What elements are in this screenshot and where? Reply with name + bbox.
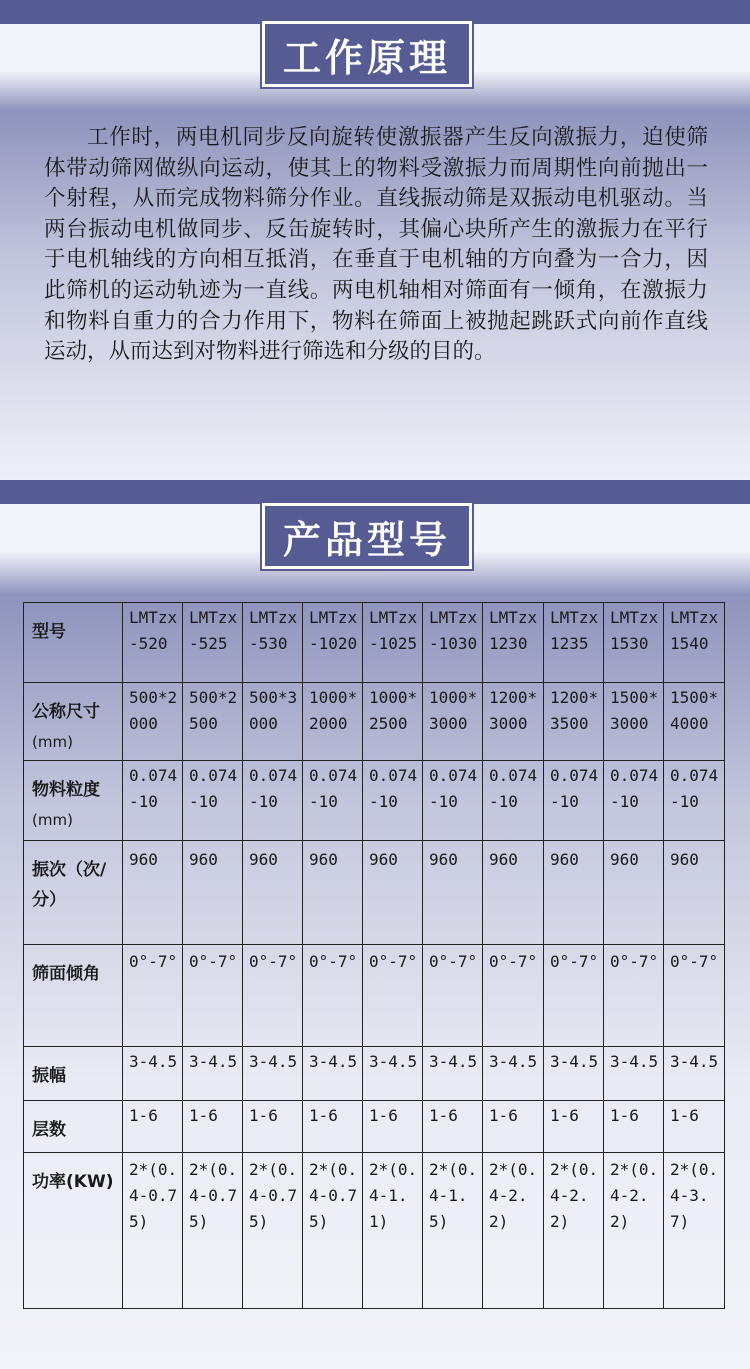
table-cell: 0°-7° (183, 945, 243, 1047)
table-cell: 0.074-10 (303, 761, 363, 841)
table-cell: LMTzx-520 (123, 603, 183, 683)
row-unit-text: (mm) (32, 733, 73, 751)
row-label-particle-size (24, 761, 123, 841)
table-cell: 1-6 (483, 1101, 544, 1153)
table-cell: 3-4.5 (544, 1047, 604, 1101)
row-label-text: 型号 (32, 622, 66, 642)
table-cell: 1-6 (243, 1101, 303, 1153)
table-cell: LMTzx1230 (483, 603, 544, 683)
row-label-model (24, 603, 123, 683)
row-label-text: 振次（次/分） (32, 860, 107, 910)
table-cell: 2*(0.4-2.2) (544, 1153, 604, 1309)
table-cell: 3-4.5 (123, 1047, 183, 1101)
working-principle-section (0, 0, 750, 480)
section-title: 工作原理 (282, 35, 451, 80)
table-cell: 0°-7° (664, 945, 725, 1047)
table-cell: 0.074-10 (423, 761, 483, 841)
table-row-screen-angle (24, 945, 725, 1047)
table-cell: 2*(0.4-0.75) (183, 1153, 243, 1309)
table-cell: 1000*2500 (363, 683, 423, 761)
table-cell: LMTzx-1020 (303, 603, 363, 683)
table-cell: 960 (303, 841, 363, 945)
row-label-text: 筛面倾角 (32, 964, 100, 984)
table-cell: 1000*2000 (303, 683, 363, 761)
table-cell: 960 (363, 841, 423, 945)
row-label-text: 层数 (32, 1120, 66, 1140)
table-cell: 500*2000 (123, 683, 183, 761)
table-cell: LMTzx1235 (544, 603, 604, 683)
table-cell: 1500*3000 (604, 683, 664, 761)
table-cell: 3-4.5 (243, 1047, 303, 1101)
table-cell: 0.074-10 (183, 761, 243, 841)
table-cell: 3-4.5 (183, 1047, 243, 1101)
row-label-size (24, 683, 123, 761)
product-spec-table (23, 602, 725, 1309)
table-cell: LMTzx-1030 (423, 603, 483, 683)
table-cell: 960 (664, 841, 725, 945)
table-cell: 960 (123, 841, 183, 945)
table-cell: 0.074-10 (363, 761, 423, 841)
table-cell: 1200*3000 (483, 683, 544, 761)
table-cell: 1-6 (123, 1101, 183, 1153)
table-cell: 1-6 (363, 1101, 423, 1153)
table-row-size (24, 683, 725, 761)
table-row-power (24, 1153, 725, 1309)
table-cell: 2*(0.4-2.2) (483, 1153, 544, 1309)
table-cell: 1-6 (664, 1101, 725, 1153)
table-cell: 0.074-10 (123, 761, 183, 841)
table-cell: 0.074-10 (604, 761, 664, 841)
row-label-text: 功率(KW) (32, 1172, 114, 1192)
table-cell: 0°-7° (123, 945, 183, 1047)
table-cell: 3-4.5 (363, 1047, 423, 1101)
table-cell: 500*3000 (243, 683, 303, 761)
table-cell: 1-6 (604, 1101, 664, 1153)
row-unit-text: (mm) (32, 811, 73, 829)
table-row-frequency (24, 841, 725, 945)
table-cell: LMTzx1540 (664, 603, 725, 683)
table-cell: 0°-7° (423, 945, 483, 1047)
table-row-model (24, 603, 725, 683)
table-row-layers (24, 1101, 725, 1153)
row-label-text: 振幅 (32, 1066, 66, 1086)
table-cell: 960 (183, 841, 243, 945)
table-cell: 3-4.5 (303, 1047, 363, 1101)
table-cell: 0.074-10 (544, 761, 604, 841)
section-title-box (262, 21, 472, 87)
row-label-amplitude (24, 1047, 123, 1101)
table-cell: 2*(0.4-0.75) (243, 1153, 303, 1309)
table-cell: 0.074-10 (243, 761, 303, 841)
table-cell: 0°-7° (363, 945, 423, 1047)
table-cell: 0°-7° (483, 945, 544, 1047)
table-cell: LMTzx1530 (604, 603, 664, 683)
table-cell: 2*(0.4-2.2) (604, 1153, 664, 1309)
table-cell: 0°-7° (243, 945, 303, 1047)
table-cell: 960 (604, 841, 664, 945)
row-label-text: 物料粒度 (32, 780, 100, 800)
row-label-frequency (24, 841, 123, 945)
table-cell: 2*(0.4-0.75) (303, 1153, 363, 1309)
table-cell: 3-4.5 (423, 1047, 483, 1101)
table-cell: 960 (243, 841, 303, 945)
table-cell: 1500*4000 (664, 683, 725, 761)
table-cell: 1-6 (183, 1101, 243, 1153)
table-cell: 960 (483, 841, 544, 945)
table-cell: 1-6 (423, 1101, 483, 1153)
table-cell: LMTzx-525 (183, 603, 243, 683)
table-cell: 3-4.5 (483, 1047, 544, 1101)
table-cell: 0.074-10 (483, 761, 544, 841)
table-cell: 1200*3500 (544, 683, 604, 761)
section-title: 产品型号 (282, 517, 451, 562)
table-cell: 0°-7° (303, 945, 363, 1047)
table-cell: 960 (544, 841, 604, 945)
table-cell: 3-4.5 (604, 1047, 664, 1101)
table-cell: 0.074-10 (664, 761, 725, 841)
table-cell: 2*(0.4-1.1) (363, 1153, 423, 1309)
table-cell: 0°-7° (604, 945, 664, 1047)
row-label-screen-angle (24, 945, 123, 1047)
table-cell: 1000*3000 (423, 683, 483, 761)
principle-paragraph: 工作时，两电机同步反向旋转使激振器产生反向激振力，迫使筛体带动筛网做纵向运动，使其上的物料受激振力而周期性向前抛出一个射程，从而完成物料筛分作业。直线振动筛是双振动电机驱动。当两台振动电机做同步、反缶旋转时，其偏心块所产生的激振力在平行于电机轴线的方向相互抵消，在垂直于电机轴的方向叠为一合力，因此筛机的运动轨迹为一直线。两电机轴相对筛面有一倾角，在激振力和物料自重力的合力作用下，物料在筛面上被抛起跳跃式向前作直线运动，从而达到对物料进行筛选和分级的目的。 (44, 125, 708, 365)
table-cell: LMTzx-1025 (363, 603, 423, 683)
table-row-particle-size (24, 761, 725, 841)
table-cell: 0°-7° (544, 945, 604, 1047)
row-label-power (24, 1153, 123, 1309)
table-cell: 2*(0.4-1.5) (423, 1153, 483, 1309)
table-cell: LMTzx-530 (243, 603, 303, 683)
table-cell: 960 (423, 841, 483, 945)
table-cell: 1-6 (544, 1101, 604, 1153)
table-row-amplitude (24, 1047, 725, 1101)
row-label-text: 公称尺寸 (32, 702, 100, 722)
row-label-layers (24, 1101, 123, 1153)
table-cell: 3-4.5 (664, 1047, 725, 1101)
section-title-box (262, 503, 472, 569)
table-cell: 1-6 (303, 1101, 363, 1153)
table-cell: 500*2500 (183, 683, 243, 761)
table-cell: 2*(0.4-0.75) (123, 1153, 183, 1309)
section-top-band (0, 480, 750, 504)
table-cell: 2*(0.4-3.7) (664, 1153, 725, 1309)
